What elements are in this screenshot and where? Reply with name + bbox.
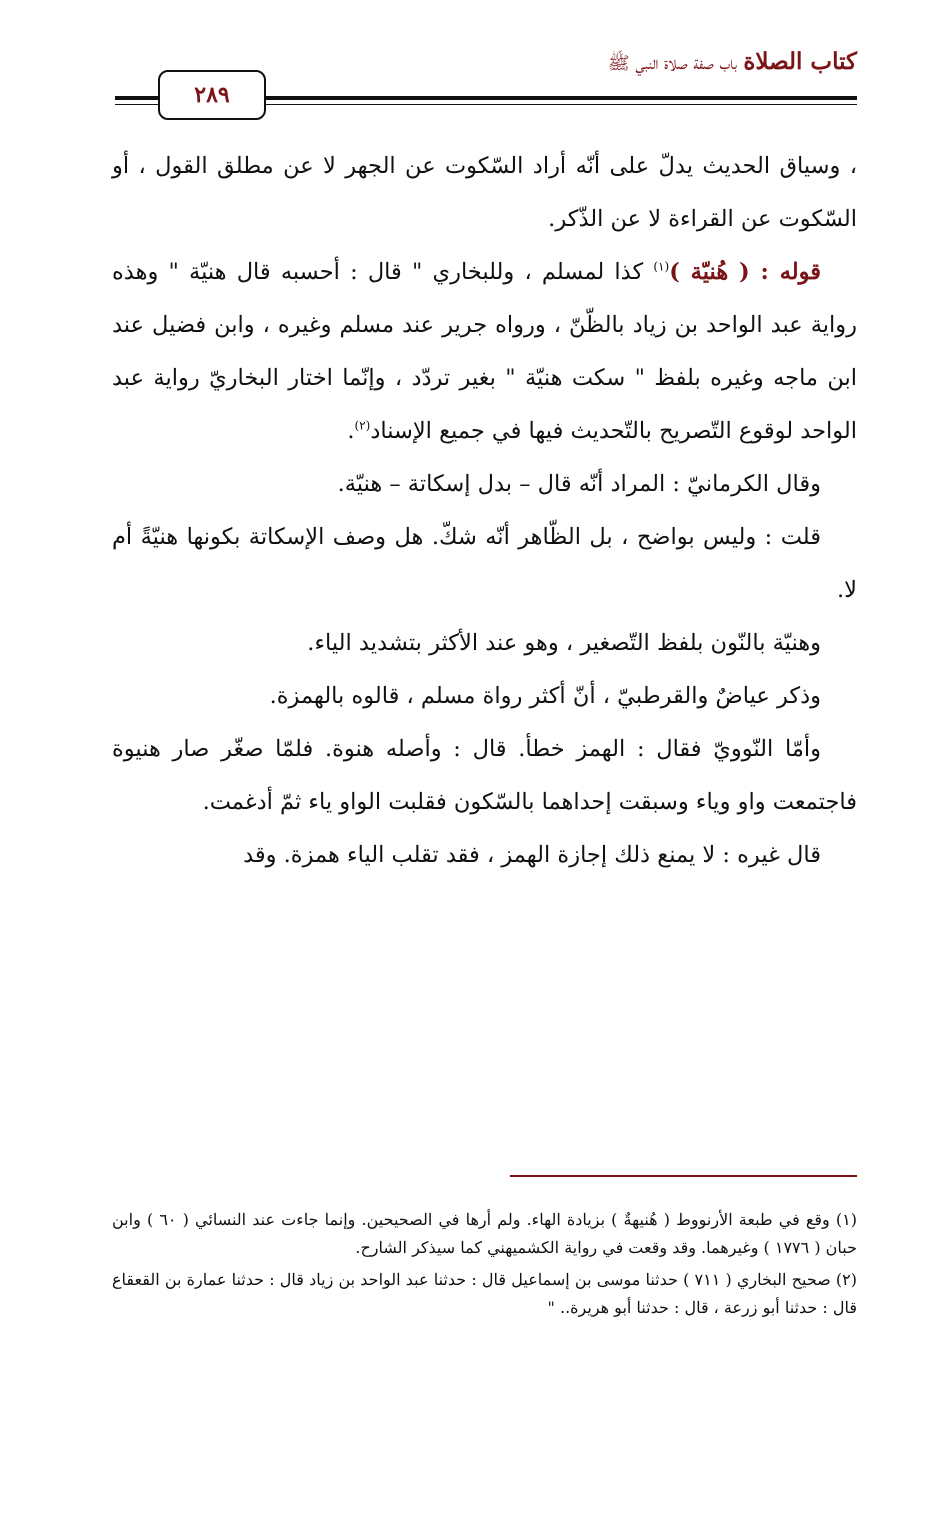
paragraph: وهنيّة بالنّون بلفظ التّصغير ، وهو عند الأكثر بتشديد الياء. <box>307 630 821 656</box>
paragraph: وأمّا النّوويّ فقال : الهمز خطأ. قال : وأصله هنوة. فلمّا صغّر صار هنيوة فاجتمعت واو وياء وسبقت إحداهما بالسّكون فقلبت الواو ياء ثمّ أدغمت. <box>112 736 857 815</box>
book-name: كتاب الصلاة <box>743 48 857 75</box>
footnote-ref: (٢) <box>354 418 371 433</box>
paragraph-end: . <box>347 418 355 444</box>
paragraph: قال غيره : لا يمنع ذلك إجازة الهمز ، فقد تقلب الياء همزة. وقد <box>243 842 821 868</box>
footnote-2: (٢) صحيح البخاري ( ٧١١ ) حدثنا موسى بن إسماعيل قال : حدثنا عبد الواحد بن زياد قال : حدثنا عمارة بن القعقاع قال : حدثنا أبو زرعة ، قال : حدثنا أبو هريرة.. " <box>112 1270 858 1317</box>
paragraph-text: كذا لمسلم ، وللبخاري " قال : أحسبه قال هنيّة " وهذه رواية عبد الواحد بن زياد بالظّنّ ، ورواه جرير عند مسلم وغيره ، وابن فضيل عند ابن ماجه وغيره بلفظ " سكت هنيّة " بغير تردّد ، وإنّما اختار البخاريّ رواية عبد الواحد لوقوع التّصريح بالتّحديث فيها في جميع الإسناد <box>112 259 857 444</box>
paragraph: وذكر عياضٌ والقرطبيّ ، أنّ أكثر رواة مسلم ، قالوه بالهمزة. <box>269 683 821 709</box>
footnote-separator <box>510 1175 857 1177</box>
chapter-name: باب صفة صلاة النبي ﷺ <box>607 53 737 74</box>
footnote-ref: (١) <box>653 259 670 274</box>
footnotes <box>112 1206 857 1326</box>
page-number: ٢٨٩ <box>158 70 266 120</box>
running-header <box>608 48 857 78</box>
main-text <box>112 140 857 882</box>
paragraph: قلت : وليس بواضح ، بل الظّاهر أنّه شكّ. هل وصف الإسكاتة بكونها هنيّةً أم لا. <box>112 524 857 603</box>
paragraph <box>112 246 857 458</box>
lemma-heading: قوله : ( هُنيّة ) <box>669 259 821 285</box>
paragraph: وقال الكرمانيّ : المراد أنّه قال – بدل إسكاتة – هنيّة. <box>337 471 821 497</box>
footnote-1: (١) وقع في طبعة الأرنووط ( هُنيهةٌ ) بزيادة الهاء. ولم أرها في الصحيحين. وإنما جاءت عند النسائي ( ٦٠ ) وابن حبان ( ١٧٧٦ ) وغيرهما. وقد وقعت في رواية الكشميهني كما سيذكر الشارح. <box>112 1210 858 1257</box>
paragraph: ، وسياق الحديث يدلّ على أنّه أراد السّكوت عن الجهر لا عن مطلق القول ، أو السّكوت عن القراءة لا عن الذّكر. <box>112 153 857 232</box>
